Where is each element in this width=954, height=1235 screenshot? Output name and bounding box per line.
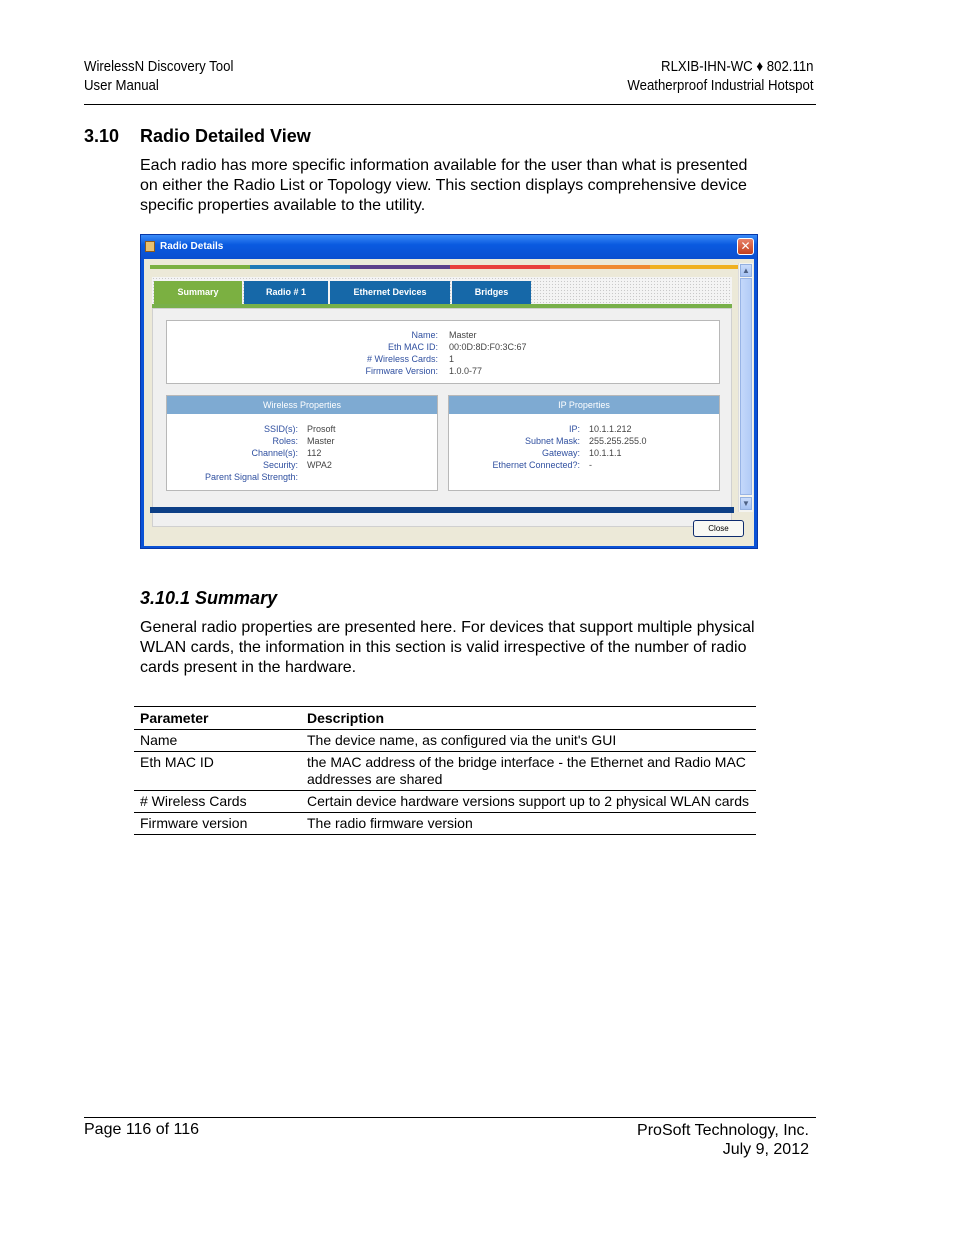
window-title: Radio Details [160, 241, 224, 252]
product-name: RLXIB-IHN-WC ♦ 802.11n [661, 58, 814, 75]
wireless-row [167, 423, 439, 435]
product-description: Weatherproof Industrial Hotspot [627, 77, 814, 94]
parameter-table [134, 706, 756, 835]
color-bar-segment [650, 265, 738, 269]
signal-strength-label: Parent Signal Strength: [204, 472, 298, 482]
radio-details-window [140, 234, 758, 549]
gateway-label: Gateway: [541, 448, 580, 458]
summary-row-name [167, 329, 721, 341]
doc-header-left [84, 57, 233, 95]
summary-row-mac [167, 341, 721, 353]
table-cell-parameter: # Wireless Cards [134, 791, 301, 813]
channel-label: Channel(s): [251, 448, 298, 458]
cards-label: # Wireless Cards: [366, 354, 438, 364]
name-value: Master [449, 330, 477, 340]
ip-properties-heading: IP Properties [449, 396, 719, 414]
roles-label: Roles: [272, 436, 298, 446]
table-row [134, 813, 756, 835]
ip-rows [449, 423, 721, 471]
ip-row [449, 435, 721, 447]
table-header-parameter: Parameter [134, 707, 301, 730]
close-button[interactable]: Close [693, 520, 744, 537]
publish-date: July 9, 2012 [722, 1141, 809, 1158]
cards-value: 1 [449, 354, 455, 364]
ethernet-connected-label: Ethernet Connected?: [492, 460, 580, 470]
subsection-title: 3.10.1 Summary [140, 588, 278, 608]
scrollbar-thumb[interactable] [740, 278, 752, 495]
mac-value: 00:0D:8D:F0:3C:67 [449, 342, 527, 352]
table-cell-parameter: Eth MAC ID [134, 752, 301, 791]
mac-label: Eth MAC ID: [387, 342, 438, 352]
firmware-label: Firmware Version: [365, 366, 438, 376]
tab-summary[interactable]: Summary [154, 281, 242, 307]
wireless-row [167, 435, 439, 447]
doc-title: WirelessN Discovery Tool [84, 58, 234, 75]
section-title: Radio Detailed View [140, 126, 311, 146]
table-cell-parameter: Name [134, 730, 301, 752]
wireless-rows [167, 423, 439, 483]
channel-value: 112 [307, 448, 322, 458]
section-heading [84, 126, 311, 147]
summary-box [166, 320, 720, 384]
section-number: 3.10 [84, 126, 120, 146]
color-bar-segment [550, 265, 650, 269]
ip-value: 10.1.1.212 [589, 424, 632, 434]
summary-panel [152, 308, 732, 527]
section-paragraph: Each radio has more specific information available for the user than what is presented on either the Radio List or Topology view. This section displays comprehensive device specific properties available to the utility. [140, 157, 748, 214]
security-label: Security: [262, 460, 298, 470]
window-titlebar [141, 235, 757, 259]
subnet-label: Subnet Mask: [524, 436, 580, 446]
summary-row-firmware [167, 365, 721, 377]
roles-value: Master [307, 436, 335, 446]
table-row [134, 730, 756, 752]
table-header-row [134, 707, 756, 730]
wireless-row [167, 447, 439, 459]
table-cell-description: Certain device hardware versions support up to 2 physical WLAN cards [301, 791, 756, 813]
color-bar-segment [450, 265, 550, 269]
table-row [134, 752, 756, 791]
footer-divider [84, 1117, 816, 1118]
vertical-scrollbar[interactable] [738, 263, 753, 512]
ssid-label: SSID(s): [263, 424, 298, 434]
color-bar-segment [350, 265, 450, 269]
summary-row-cards [167, 353, 721, 365]
header-divider [84, 104, 816, 105]
footer-right [637, 1121, 809, 1159]
ssid-value: Prosoft [307, 424, 336, 434]
subnet-value: 255.255.255.0 [589, 436, 647, 446]
scroll-down-icon[interactable]: ▼ [740, 497, 752, 510]
gateway-value: 10.1.1.1 [589, 448, 622, 458]
wireless-properties-heading: Wireless Properties [167, 396, 437, 414]
tab-radio-1[interactable]: Radio # 1 [244, 281, 328, 304]
close-icon[interactable]: ✕ [737, 238, 754, 255]
scroll-up-icon[interactable]: ▲ [740, 264, 752, 277]
doc-subtitle: User Manual [84, 77, 159, 94]
doc-header-right [628, 57, 814, 95]
ip-row [449, 447, 721, 459]
horizontal-scrollbar[interactable] [150, 507, 734, 513]
ip-row [449, 423, 721, 435]
color-bar-segment [250, 265, 350, 269]
summary-rows [167, 329, 721, 377]
wireless-row [167, 471, 439, 483]
wireless-row [167, 459, 439, 471]
tab-bridges[interactable]: Bridges [452, 281, 531, 304]
table-cell-description: the MAC address of the bridge interface - the Ethernet and Radio MAC addresses are shared [301, 752, 756, 791]
ip-properties-box [448, 395, 720, 491]
table-header-description: Description [301, 707, 756, 730]
name-label: Name: [411, 330, 438, 340]
ethernet-connected-value: - [589, 460, 592, 470]
ip-label: IP: [568, 424, 580, 434]
color-bar-segment [150, 265, 250, 269]
tab-ethernet-devices[interactable]: Ethernet Devices [330, 281, 450, 304]
table-cell-description: The radio firmware version [301, 813, 756, 835]
app-icon [145, 241, 155, 252]
firmware-value: 1.0.0-77 [449, 366, 483, 376]
page-number: Page 116 of 116 [84, 1121, 200, 1138]
window-body [144, 259, 754, 546]
security-value: WPA2 [307, 460, 332, 470]
table-cell-description: The device name, as configured via the unit's GUI [301, 730, 756, 752]
wireless-properties-box [166, 395, 438, 491]
company-name: ProSoft Technology, Inc. [637, 1122, 809, 1139]
table-cell-parameter: Firmware version [134, 813, 301, 835]
subsection-paragraph: General radio properties are presented here. For devices that support multiple physical WLAN cards, the information in this section is valid irrespective of the number of radio cards present in the hardware. [140, 619, 755, 676]
ip-row [449, 459, 721, 471]
table-row [134, 791, 756, 813]
